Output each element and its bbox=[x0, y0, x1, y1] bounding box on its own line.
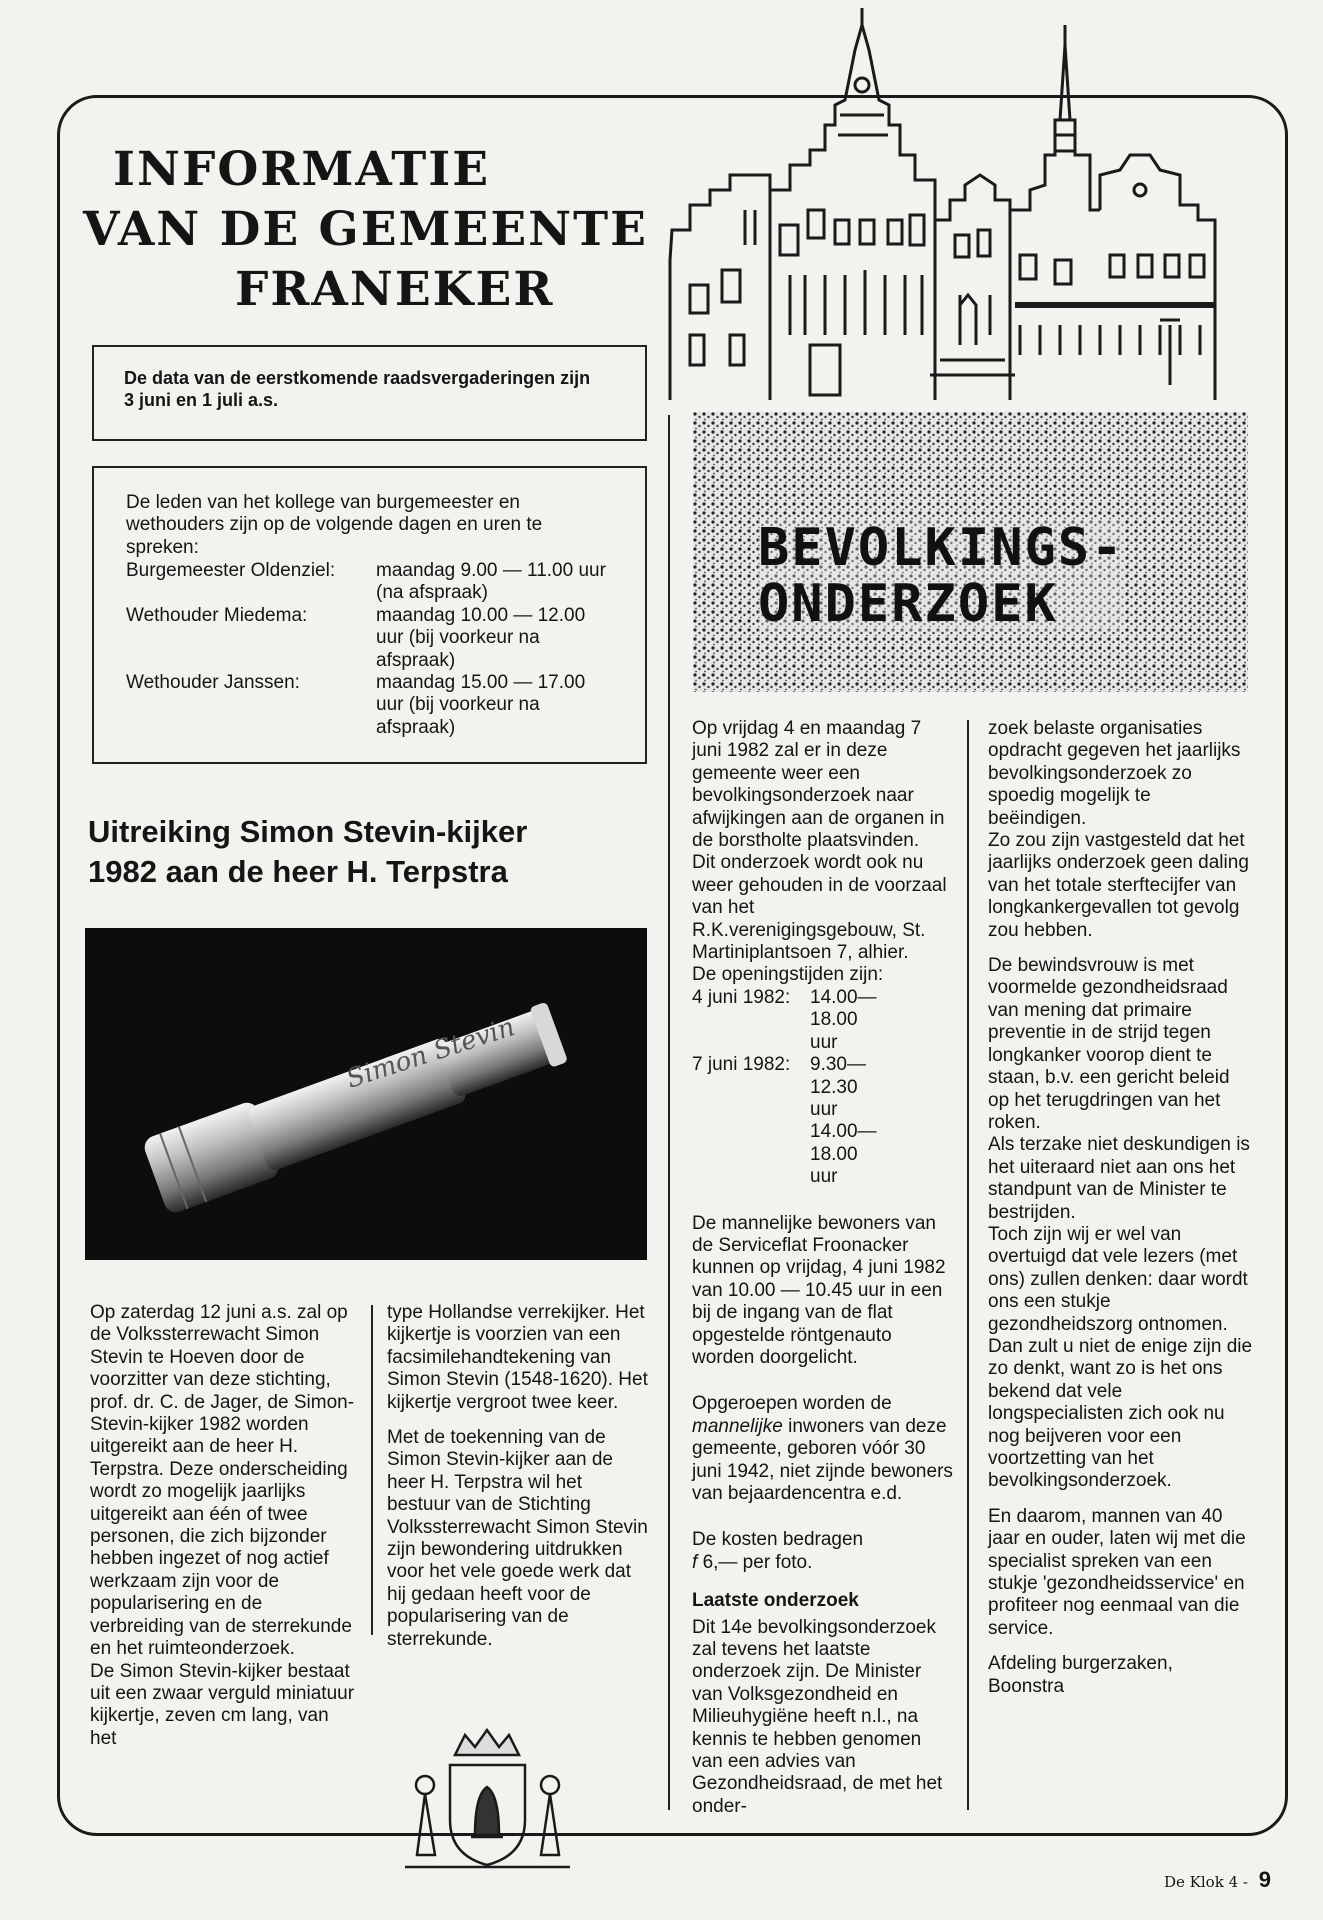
meeting-notice-box bbox=[92, 345, 647, 441]
bevolking-paragraph: Toch zijn wij er wel van overtuigd dat vele lezers (met ons) zullen denken: daar wordt ons een stukje gezondheidszorg ontnomen. bbox=[988, 1223, 1248, 1335]
masthead-line-3: FRANEKER bbox=[235, 262, 555, 317]
column-rule bbox=[967, 720, 969, 1810]
masthead-line-2: VAN DE GEMEENTE bbox=[83, 202, 648, 257]
bevolking-paragraph: zoek belaste organisaties opdracht gegeven het jaarlijks bevolkingsonderzoek zo spoedig mogelijk te beëindigen. bbox=[988, 718, 1241, 829]
town-skyline-illustration bbox=[660, 5, 1250, 405]
stevin-headline-line-2: 1982 aan de heer H. Terpstra bbox=[88, 854, 508, 889]
opening-time: 14.00—18.00 uur bbox=[810, 1121, 877, 1188]
laatste-onderzoek-subhead: Laatste onderzoek bbox=[692, 1590, 859, 1612]
consultation-hours-box bbox=[92, 466, 647, 764]
meeting-notice-text: De data van de eerstkomende raadsvergaderingen zijn 3 juni en 1 juli a.s. bbox=[124, 368, 591, 410]
bevolking-paragraph: Opgeroepen worden de mannelijke inwoners van deze gemeente, geboren vóór 30 juni 1942, niet zijnde bewoners van bejaardencentra e.d. bbox=[692, 1393, 953, 1504]
schedule-name: Wethouder Miedema: bbox=[126, 604, 308, 626]
bevolking-paragraph: De kosten bedragen f 6,— per foto. bbox=[692, 1529, 864, 1573]
banner-title-line-1: BEVOLKINGS- bbox=[758, 518, 1125, 578]
bevolking-paragraph: Dit onderzoek wordt ook nu weer gehouden in de voorzaal van het R.K.verenigingsgebouw, St. Martiniplantsoen 7, alhier. bbox=[692, 852, 947, 964]
opening-day: 4 juni 1982: bbox=[692, 986, 791, 1008]
banner-title bbox=[758, 520, 1124, 632]
column-rule bbox=[371, 1305, 373, 1635]
bevolking-paragraph: Zo zou zijn vastgesteld dat het jaarlijks onderzoek geen daling van het totale sterftecijfer van longkankergevallen tot gevolg zou hebben. bbox=[988, 830, 1249, 941]
bevolking-paragraph: Dit 14e bevolkingsonderzoek zal tevens het laatste onderzoek zijn. De Minister van Volksgezondheid en Milieuhygiëne heeft n.l., na kennis te hebben genomen van een advies van Gezondheidsraad, de met het onder- bbox=[692, 1616, 943, 1817]
consultation-schedule bbox=[126, 560, 626, 739]
schedule-time: maandag 9.00 — 11.00 uur (na afspraak) bbox=[376, 560, 606, 604]
bevolking-paragraph: Als terzake niet deskundigen is het uiteraard niet aan ons het standpunt van de Minister te bestrijden. bbox=[988, 1134, 1250, 1223]
opening-times bbox=[692, 987, 954, 1189]
bevolking-paragraph: De openingstijden zijn: bbox=[692, 964, 884, 986]
stevin-paragraph: Met de toekenning van de Simon Stevin-kijker aan de heer H. Terpstra wil het bestuur van de Stichting Volkssterrewacht Simon Stevin zijn bewondering uitdrukken voor het vele goede werk dat hij gedaan heeft voor de popularisering van de sterrekunde. bbox=[387, 1427, 648, 1650]
schedule-name: Burgemeester Oldenziel: bbox=[126, 560, 336, 581]
franeker-coat-of-arms bbox=[395, 1725, 580, 1875]
masthead bbox=[80, 140, 648, 320]
stevin-headline-line-1: Uitreiking Simon Stevin-kijker bbox=[88, 814, 528, 849]
stevin-paragraph: Op zaterdag 12 juni a.s. zal op de Volkssterrewacht Simon Stevin te Hoeven door de voorzitter van deze stichting, prof. dr. C. de Jager, de Simon-Stevin-kijker 1982 worden uitgereikt aan de heer H. Terpstra. Deze onderscheiding wordt zo mogelijk jaarlijks uitgereikt aan één of twee personen, die zich bijzonder hebben ingezet of nog actief werkzaam zijn voor de popularisering en de verbreiding van de sterrekunde en het ruimteonderzoek. bbox=[90, 1302, 355, 1660]
opening-time: 14.00—18.00 uur bbox=[810, 986, 877, 1053]
masthead-line-1: INFORMATIE bbox=[113, 142, 491, 197]
bevolking-paragraph: Op vrijdag 4 en maandag 7 juni 1982 zal er in deze gemeente weer een bevolkingsonderzoek naar afwijkingen aan de organen in de borstholte plaatsvinden. bbox=[692, 718, 945, 852]
stevin-paragraph: De Simon Stevin-kijker bestaat uit een zwaar verguld miniatuur kijkertje, zeven cm lang, van het bbox=[90, 1660, 355, 1749]
telescope-image bbox=[85, 928, 647, 1260]
schedule-name: Wethouder Janssen: bbox=[126, 672, 300, 694]
section-rule bbox=[668, 415, 670, 1810]
telescope-engraving: Simon Stevin bbox=[342, 1012, 519, 1095]
stevin-headline bbox=[88, 812, 648, 892]
stevin-column-2 bbox=[387, 1302, 649, 1651]
bevolking-paragraph: De mannelijke bewoners van de Serviceflat Froonacker kunnen op vrijdag, 4 juni 1982 van 10.00 — 10.45 uur in een bij de ingang van de flat opgestelde röntgenauto worden doorgelicht. bbox=[692, 1212, 946, 1368]
bevolking-paragraph: De bewindsvrouw is met voormelde gezondheidsraad van mening dat primaire preventie in de strijd tegen longkanker voorop dient te staan, b.v. een gericht beleid op het terugdringen van het roken. bbox=[988, 955, 1230, 1133]
schedule-time: maandag 10.00 — 12.00 uur (bij voorkeur na afspraak) bbox=[376, 604, 586, 671]
stevin-paragraph: type Hollandse verrekijker. Het kijkertje is voorzien van een facsimilehandtekening van Simon Stevin (1548-1620). Het kijkertje vergroot twee keer. bbox=[387, 1302, 648, 1413]
consultation-intro: De leden van het kollege van burgemeester en wethouders zijn op de volgende dagen en uren te spreken: bbox=[126, 492, 543, 558]
footer-separator: - bbox=[1242, 1873, 1248, 1891]
signature-department: Afdeling burgerzaken, bbox=[988, 1653, 1173, 1675]
bevolking-paragraph: Dan zult u niet de enige zijn die zo denkt, want zo is het ons bekend dat vele longspecialisten zich ook nu nog beijveren voor een voortzetting van het bevolkingsonderzoek. bbox=[988, 1335, 1253, 1492]
signature-name: Boonstra bbox=[988, 1675, 1065, 1697]
opening-day bbox=[692, 1121, 810, 1188]
bevolking-column-1 bbox=[692, 718, 954, 1818]
bevolking-paragraph: En daarom, mannen van 40 jaar en ouder, laten wij met die specialist spreken van een stukje 'gezondheidsservice' en profiteer nog eenmaal van die service. bbox=[988, 1505, 1246, 1639]
opening-day: 7 juni 1982: bbox=[692, 1054, 791, 1076]
schedule-time: maandag 15.00 — 17.00 uur (bij voorkeur na afspraak) bbox=[376, 672, 586, 738]
telescope-photo bbox=[85, 928, 647, 1260]
opening-time: 9.30—12.30 uur bbox=[810, 1054, 866, 1120]
page-number: 9 bbox=[1258, 1867, 1271, 1892]
banner-title-line-2: ONDERZOEK bbox=[758, 574, 1058, 634]
magazine-name: De Klok 4 bbox=[1164, 1873, 1239, 1891]
bevolkingsonderzoek-banner bbox=[693, 412, 1248, 692]
page-footer bbox=[1164, 1867, 1271, 1893]
stevin-column-1 bbox=[90, 1302, 360, 1750]
bevolking-column-2 bbox=[988, 718, 1253, 1698]
